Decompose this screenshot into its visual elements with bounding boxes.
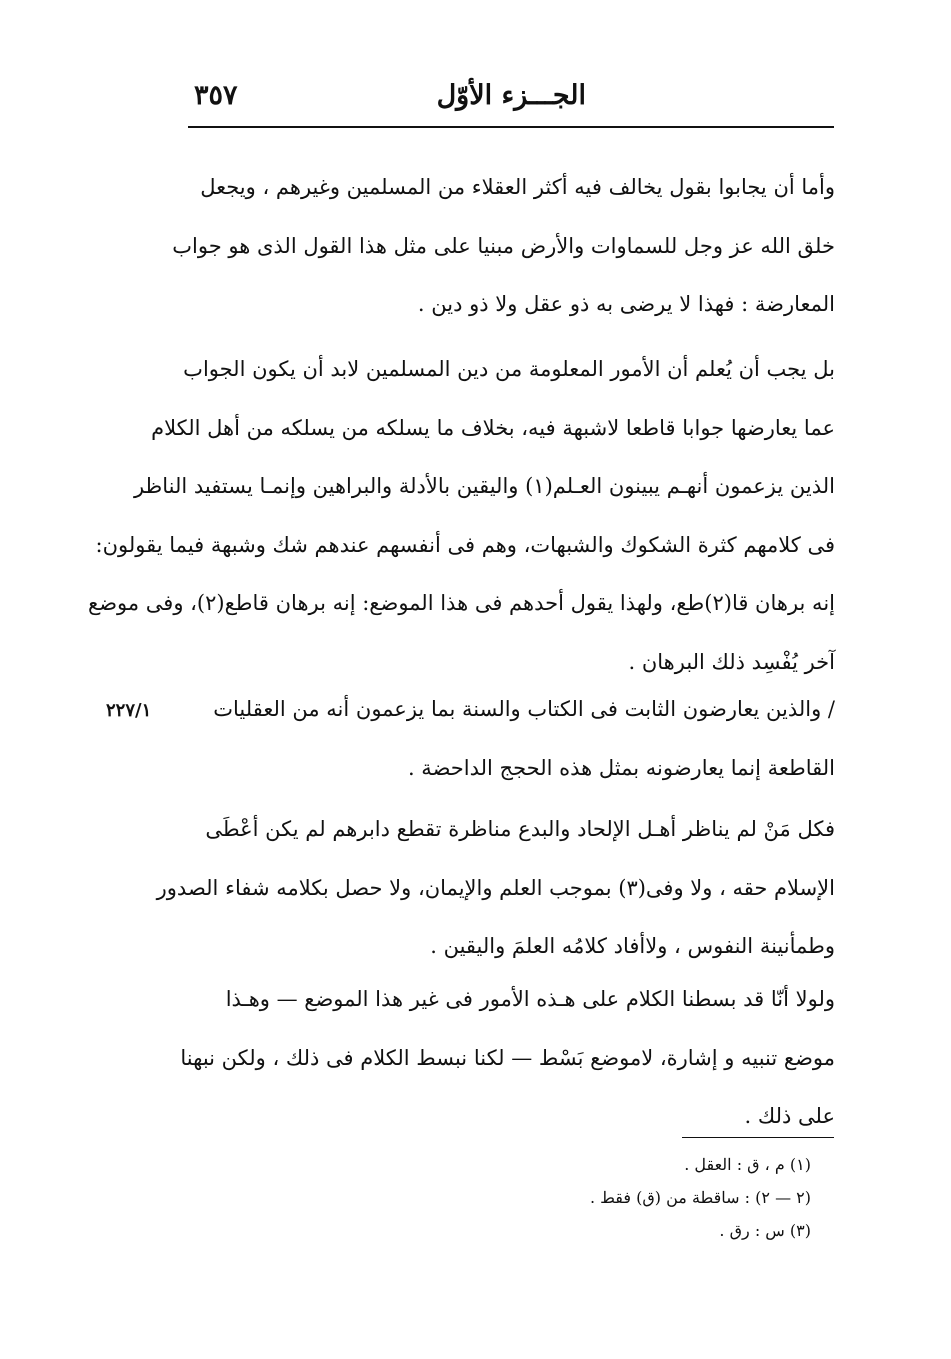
text-line: عما يعارضها جوابا قاطعا لاشبهة فيه، بخلاف ما يسلكه من يسلكه من أهل الكلام: [151, 415, 835, 440]
text-line: / والذين يعارضون الثابت فى الكتاب والسنة بما يزعمون أنه من العقليات: [213, 697, 835, 721]
text-line: ولولا أنّا قد بسطنا الكلام على هـذه الأمور فى غير هذا الموضع — وهـذا: [225, 987, 835, 1011]
text-line: بل يجب أن يُعلم أن الأمور المعلومة من دين المسلمين لابد أن يكون الجواب: [183, 357, 835, 381]
footnote: (١) م ، ق : العقل .: [684, 1155, 811, 1174]
paragraph-4: [156, 800, 835, 976]
text-line: إنه برهان قا(٢)طع، ولهذا يقول أحدهم فى هذا الموضع: إنه برهان قاطع(٢)، وفى موضع: [88, 591, 835, 615]
page-header: [188, 76, 834, 124]
paragraph-1: [172, 158, 835, 334]
text-line: الإسلام حقه ، ولا وفى(٣) بموجب العلم والإيمان، ولا حصل بكلامه شفاء الصدور: [156, 875, 835, 900]
text-line: موضع تنبيه و إشارة، لاموضع بَسْط — لكنا نبسط الكلام فى ذلك ، ولكن نبهنا: [180, 1045, 835, 1070]
paragraph-5: [180, 970, 835, 1146]
margin-reference: ٢٢٧/١: [106, 700, 152, 721]
footnote: (٣) س : رق .: [719, 1221, 811, 1240]
header-rule: [188, 126, 834, 128]
text-line: وأما أن يجابوا بقول يخالف فيه أكثر العقلاء من المسلمين وغيرهم ، ويجعل: [200, 175, 835, 199]
footnotes: [351, 1148, 811, 1247]
running-title: الجـــزء الأوّل: [436, 80, 586, 111]
text-line: المعارضة : فهذا لا يرضى به ذو عقل ولا ذو دين .: [417, 292, 835, 316]
text-line: القاطعة إنما يعارضونه بمثل هذه الحجج الداحضة .: [407, 755, 835, 780]
text-line: آخر يُفْسِد ذلك البرهان .: [628, 649, 835, 674]
text-line: فكل مَنْ لم يناظر أهـل الإلحاد والبدع مناظرة تقطع دابرهم لم يكن أعْطَى: [205, 817, 835, 841]
text-line: خلق الله عز وجل للسماوات والأرض مبنيا على مثل هذا القول الذى هو جواب: [172, 233, 835, 258]
text-line: وطمأنينة النفوس ، ولاأفاد كلامُه العلمَ واليقين .: [430, 934, 835, 958]
text-line: الذين يزعمون أنهـم يبينون العـلم(١) واليقين بالأدلة والبراهين وإنمـا يستفيد الناظر: [133, 474, 835, 498]
text-line: فى كلامهم كثرة الشكوك والشبهات، وهم فى أنفسهم عندهم شك وشبهة فيما يقولون:: [95, 532, 835, 557]
page-number: ٣٥٧: [194, 80, 238, 111]
footnote-rule: [682, 1137, 834, 1138]
paragraph-2: [88, 340, 835, 691]
paragraph-3: [197, 680, 835, 797]
text-line: على ذلك .: [744, 1104, 835, 1128]
footnote: (٢ — ٢) : ساقطة من (ق) فقط .: [589, 1188, 811, 1207]
